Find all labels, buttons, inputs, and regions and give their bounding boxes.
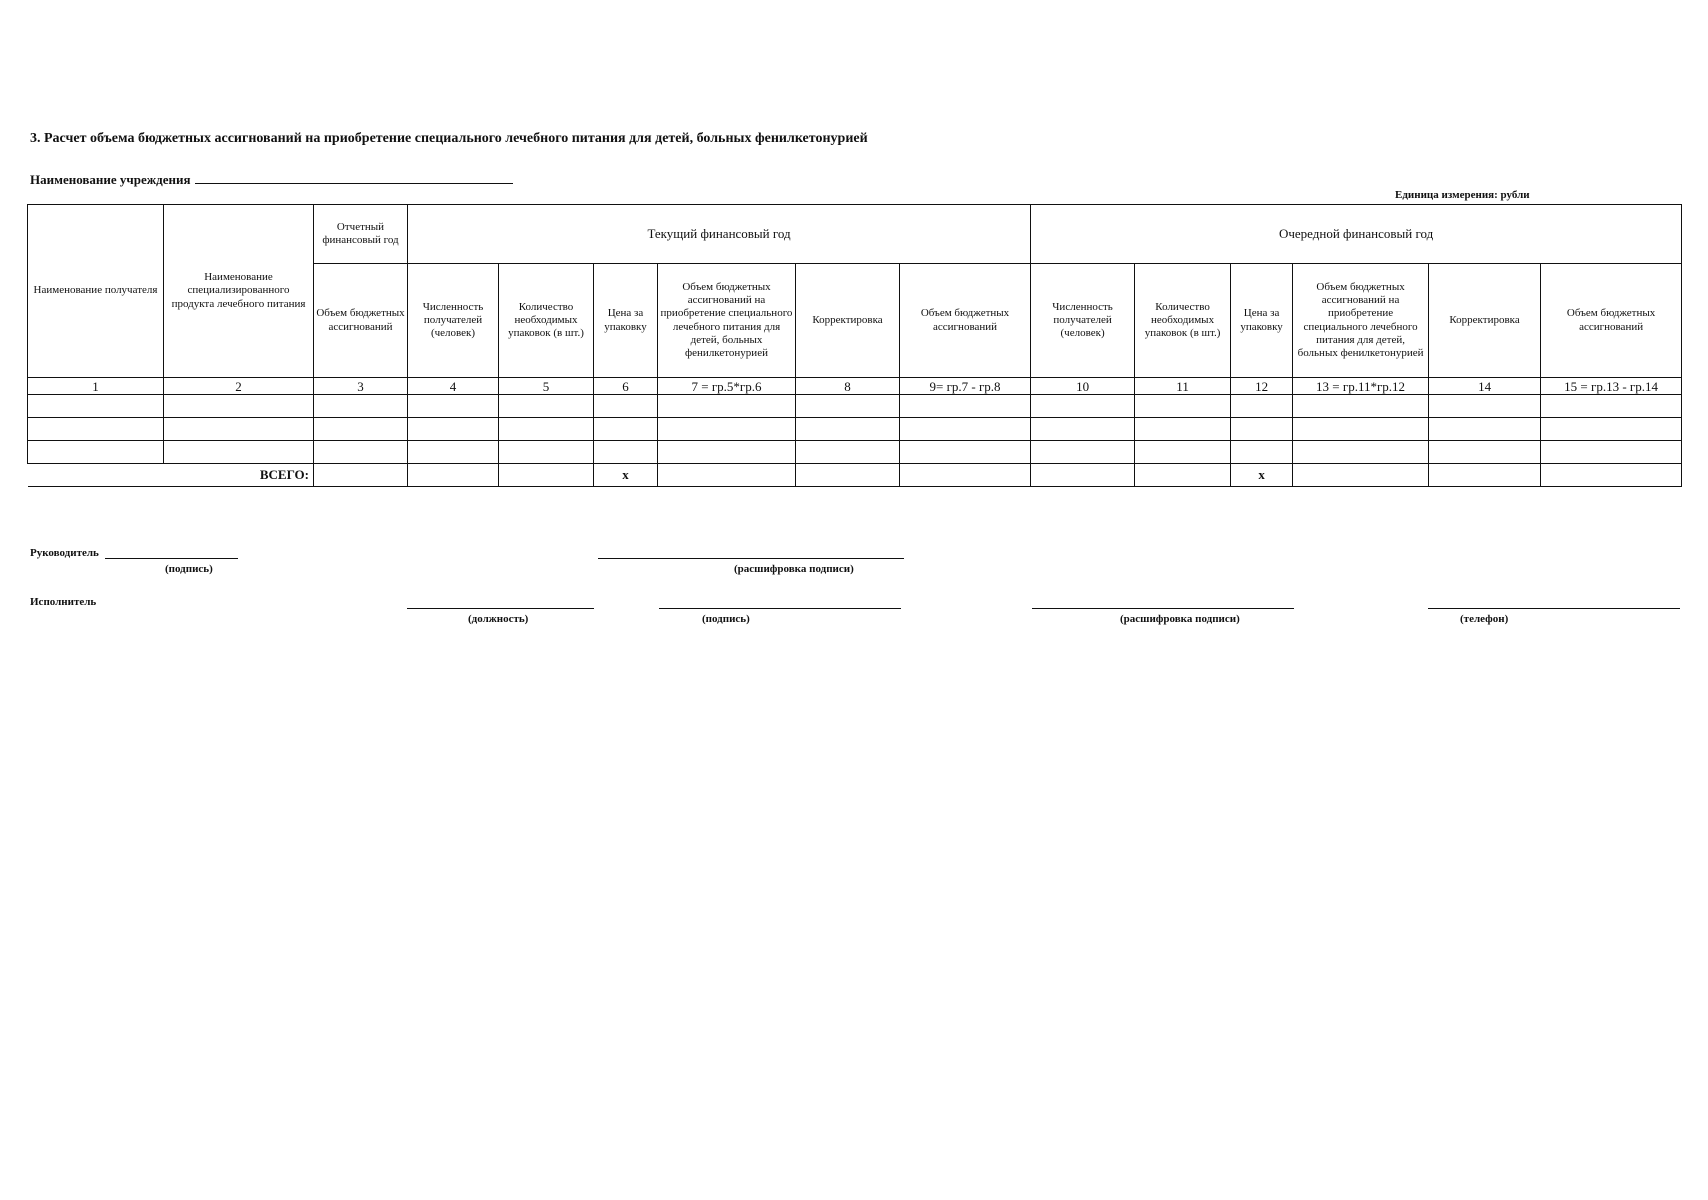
column-number: 13 = гр.11*гр.12: [1293, 378, 1429, 395]
data-cell[interactable]: [1429, 395, 1541, 418]
total-cell[interactable]: [796, 464, 900, 487]
header-recipient: Наименование получателя: [28, 205, 164, 378]
column-number: 15 = гр.13 - гр.14: [1541, 378, 1682, 395]
data-cell[interactable]: [1231, 395, 1293, 418]
header-next-year: Очередной финансовый год: [1031, 205, 1682, 264]
header-cur-volume: Объем бюджетных ассигнований: [900, 264, 1031, 378]
exec-decode-line[interactable]: [1032, 608, 1294, 609]
data-cell[interactable]: [658, 441, 796, 464]
column-number: 4: [408, 378, 499, 395]
data-cell[interactable]: [900, 395, 1031, 418]
total-x-mark: x: [594, 464, 658, 487]
column-number: 8: [796, 378, 900, 395]
column-number: 9= гр.7 - гр.8: [900, 378, 1031, 395]
head-sign-caption: (подпись): [165, 563, 213, 575]
data-cell[interactable]: [1293, 441, 1429, 464]
exec-decode-caption: (расшифровка подписи): [1120, 613, 1240, 625]
column-number: 1: [28, 378, 164, 395]
header-next-count: Численность получателей (человек): [1031, 264, 1135, 378]
data-cell[interactable]: [1031, 418, 1135, 441]
header-row-top: [28, 205, 1682, 264]
data-cell[interactable]: [1429, 418, 1541, 441]
data-cell[interactable]: [1541, 441, 1682, 464]
phone-line[interactable]: [1428, 608, 1680, 609]
column-number: 5: [499, 378, 594, 395]
data-cell[interactable]: [499, 441, 594, 464]
data-cell[interactable]: [1293, 395, 1429, 418]
position-caption: (должность): [468, 613, 529, 625]
column-number: 3: [314, 378, 408, 395]
exec-sign-line[interactable]: [659, 608, 901, 609]
total-cell[interactable]: [314, 464, 408, 487]
data-cell[interactable]: [408, 418, 499, 441]
header-next-packs: Количество необходимых упаковок (в шт.): [1135, 264, 1231, 378]
column-number: 2: [164, 378, 314, 395]
header-cur-volume-purchase: Объем бюджетных ассигнований на приобретение специального лечебного питания для детей, больных фенилкетонурией: [658, 264, 796, 378]
institution-blank-line[interactable]: [195, 171, 513, 184]
header-cur-price: Цена за упаковку: [594, 264, 658, 378]
header-cur-adjust: Корректировка: [796, 264, 900, 378]
total-cell[interactable]: [1135, 464, 1231, 487]
data-cell[interactable]: [28, 395, 164, 418]
data-cell[interactable]: [408, 395, 499, 418]
data-cell[interactable]: [499, 395, 594, 418]
total-x-mark: x: [1231, 464, 1293, 487]
total-label: ВСЕГО:: [28, 464, 314, 487]
data-cell[interactable]: [314, 441, 408, 464]
data-cell[interactable]: [594, 395, 658, 418]
data-cell[interactable]: [900, 441, 1031, 464]
position-line[interactable]: [407, 608, 594, 609]
header-next-volume-purchase: Объем бюджетных ассигнований на приобретение специального лечебного питания для детей, больных фенилкетонурией: [1293, 264, 1429, 378]
head-label: Руководитель: [30, 547, 99, 559]
column-number: 14: [1429, 378, 1541, 395]
data-cell[interactable]: [900, 418, 1031, 441]
budget-table: [27, 204, 1682, 487]
column-number: 11: [1135, 378, 1231, 395]
data-cell[interactable]: [408, 441, 499, 464]
data-cell[interactable]: [1293, 418, 1429, 441]
data-cell[interactable]: [499, 418, 594, 441]
table-row: [28, 441, 1682, 464]
data-cell[interactable]: [796, 441, 900, 464]
header-next-volume: Объем бюджетных ассигнований: [1541, 264, 1682, 378]
data-cell[interactable]: [796, 395, 900, 418]
data-cell[interactable]: [1031, 441, 1135, 464]
header-report-year: Отчетный финансовый год: [314, 205, 408, 264]
header-next-adjust: Корректировка: [1429, 264, 1541, 378]
data-cell[interactable]: [1031, 395, 1135, 418]
data-cell[interactable]: [658, 418, 796, 441]
phone-caption: (телефон): [1460, 613, 1509, 625]
data-cell[interactable]: [594, 441, 658, 464]
data-cell[interactable]: [1429, 441, 1541, 464]
institution-field: [30, 171, 513, 188]
table-row: [28, 418, 1682, 441]
column-number-row: [28, 378, 1682, 395]
column-number: 10: [1031, 378, 1135, 395]
header-product: Наименование специализированного продукта лечебного питания: [164, 205, 314, 378]
total-cell[interactable]: [1541, 464, 1682, 487]
column-number: 12: [1231, 378, 1293, 395]
data-cell[interactable]: [594, 418, 658, 441]
institution-label: Наименование учреждения: [30, 172, 191, 187]
data-cell[interactable]: [796, 418, 900, 441]
total-row: [28, 464, 1682, 487]
header-report-volume: Объем бюджетных ассигнований: [314, 264, 408, 378]
data-cell[interactable]: [1135, 418, 1231, 441]
total-cell[interactable]: [1031, 464, 1135, 487]
header-next-price: Цена за упаковку: [1231, 264, 1293, 378]
data-cell[interactable]: [1135, 441, 1231, 464]
data-cell[interactable]: [314, 395, 408, 418]
total-cell[interactable]: [1429, 464, 1541, 487]
data-cell[interactable]: [1541, 395, 1682, 418]
data-cell[interactable]: [164, 418, 314, 441]
total-cell[interactable]: [900, 464, 1031, 487]
unit-label: Единица измерения: рубли: [1395, 189, 1530, 201]
head-sign-line[interactable]: [105, 558, 238, 559]
total-cell[interactable]: [1293, 464, 1429, 487]
document-title: 3. Расчет объема бюджетных ассигнований на приобретение специального лечебного питания для детей, больных фенилкетонурией: [30, 131, 868, 146]
data-cell[interactable]: [164, 441, 314, 464]
exec-sign-caption: (подпись): [702, 613, 750, 625]
data-cell[interactable]: [658, 395, 796, 418]
data-cell[interactable]: [1231, 441, 1293, 464]
table-row: [28, 395, 1682, 418]
header-current-year: Текущий финансовый год: [408, 205, 1031, 264]
head-decode-line[interactable]: [598, 558, 904, 559]
data-cell[interactable]: [28, 418, 164, 441]
total-cell[interactable]: [658, 464, 796, 487]
data-cell[interactable]: [164, 395, 314, 418]
executor-label: Исполнитель: [30, 596, 97, 608]
data-cell[interactable]: [1541, 418, 1682, 441]
total-cell[interactable]: [408, 464, 499, 487]
column-number: 7 = гр.5*гр.6: [658, 378, 796, 395]
column-number: 6: [594, 378, 658, 395]
data-cell[interactable]: [28, 441, 164, 464]
header-cur-packs: Количество необходимых упаковок (в шт.): [499, 264, 594, 378]
data-cell[interactable]: [314, 418, 408, 441]
data-cell[interactable]: [1135, 395, 1231, 418]
total-cell[interactable]: [499, 464, 594, 487]
header-cur-count: Численность получателей (человек): [408, 264, 499, 378]
head-decode-caption: (расшифровка подписи): [734, 563, 854, 575]
data-cell[interactable]: [1231, 418, 1293, 441]
